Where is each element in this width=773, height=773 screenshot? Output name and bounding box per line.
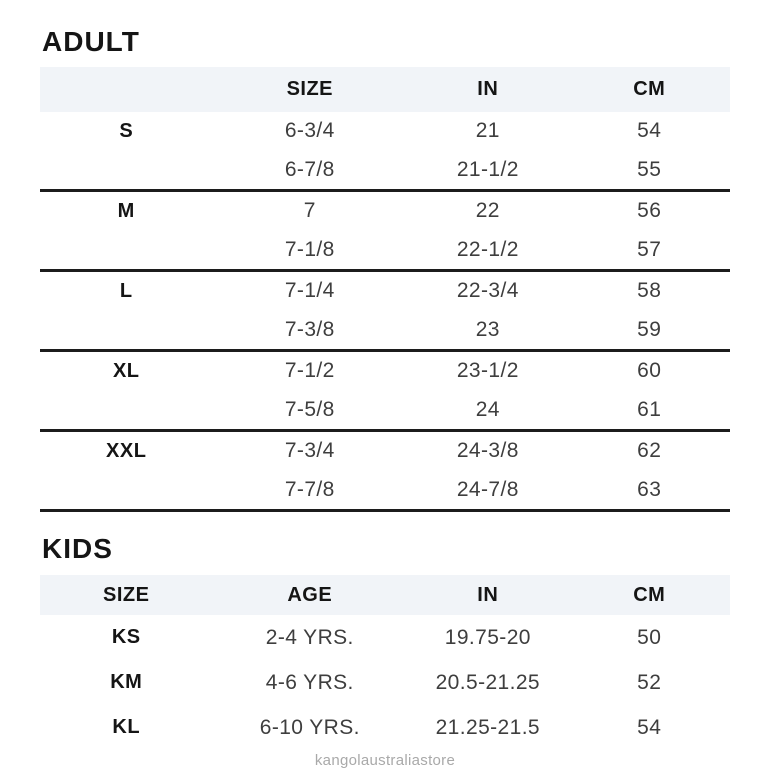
size-label: KM: [110, 671, 143, 693]
table-cell: 7-5/8: [284, 397, 335, 421]
table-cell: 56: [637, 199, 662, 223]
size-label: L: [119, 279, 133, 302]
table-row: [40, 272, 730, 311]
kids-column-header-in: IN: [477, 583, 499, 606]
table-cell: 19.75-20: [444, 625, 531, 649]
adult-size-group-m: [40, 192, 730, 272]
kids-section-title: KIDS: [42, 533, 113, 564]
adult-size-group-s: [40, 112, 730, 192]
size-label: XL: [112, 359, 140, 382]
kids-column-header-size: SIZE: [103, 583, 150, 606]
table-cell: 24-7/8: [456, 477, 519, 501]
table-row: [40, 705, 730, 750]
adult-size-group-l: [40, 272, 730, 352]
table-cell: 22-1/2: [456, 237, 519, 261]
table-cell: 54: [637, 119, 662, 143]
size-label: KL: [112, 716, 141, 738]
kids-table-header-row: [40, 575, 730, 615]
table-cell: 7-3/8: [284, 317, 335, 341]
table-row: [40, 311, 730, 350]
table-row: [40, 432, 730, 471]
table-cell: 7-1/8: [284, 237, 335, 261]
table-cell: 2-4 YRS.: [265, 625, 354, 649]
table-cell: 55: [637, 157, 662, 181]
table-cell: 59: [637, 317, 662, 341]
adult-table-header-row: [40, 67, 730, 112]
kids-column-header-age: AGE: [287, 583, 333, 606]
table-cell: 4-6 YRS.: [265, 670, 354, 694]
table-cell: 62: [637, 439, 662, 463]
table-cell: 50: [637, 625, 662, 649]
table-cell: 6-3/4: [284, 119, 335, 143]
table-row: [40, 192, 730, 231]
table-cell: 21-1/2: [456, 157, 519, 181]
table-row: [40, 112, 730, 151]
store-watermark: kangolaustraliastore: [314, 752, 456, 769]
table-cell: 22: [475, 199, 500, 223]
table-cell: 23: [475, 317, 500, 341]
table-cell: 60: [637, 359, 662, 383]
table-row: [40, 471, 730, 510]
size-label: M: [117, 199, 135, 222]
adult-column-header-cm: CM: [633, 78, 666, 100]
table-cell: 23-1/2: [456, 359, 519, 383]
table-cell: 21: [475, 119, 500, 143]
table-cell: 24: [475, 397, 500, 421]
table-cell: 61: [637, 397, 662, 421]
table-cell: 6-7/8: [284, 157, 335, 181]
adult-size-group-xl: [40, 352, 730, 432]
table-cell: 7-7/8: [284, 477, 335, 501]
table-cell: 6-10 YRS.: [259, 715, 360, 739]
table-row: [40, 391, 730, 430]
size-label: KS: [111, 626, 141, 648]
table-row: [40, 231, 730, 270]
kids-column-header-cm: CM: [633, 583, 666, 606]
table-row: [40, 352, 730, 391]
table-cell: 7-3/4: [284, 439, 335, 463]
table-cell: 52: [637, 670, 662, 694]
table-cell: 57: [637, 237, 662, 261]
table-row: [40, 615, 730, 660]
table-cell: 7-1/4: [284, 279, 335, 303]
adult-column-header-size: SIZE: [286, 78, 334, 100]
table-cell: 7-1/2: [284, 359, 335, 383]
adult-column-header-in: IN: [477, 78, 499, 100]
adult-section-title: ADULT: [42, 26, 140, 57]
table-cell: 63: [637, 477, 662, 501]
size-label: S: [119, 119, 134, 142]
table-cell: 22-3/4: [456, 279, 519, 303]
table-cell: 54: [637, 715, 662, 739]
table-cell: 24-3/8: [456, 439, 519, 463]
size-label: XXL: [106, 439, 147, 462]
adult-size-group-xxl: [40, 432, 730, 512]
table-cell: 20.5-21.25: [435, 670, 541, 694]
table-cell: 21.25-21.5: [435, 715, 541, 739]
table-cell: 58: [637, 279, 662, 303]
table-cell: 7: [303, 199, 316, 223]
table-row: [40, 151, 730, 190]
table-row: [40, 660, 730, 705]
